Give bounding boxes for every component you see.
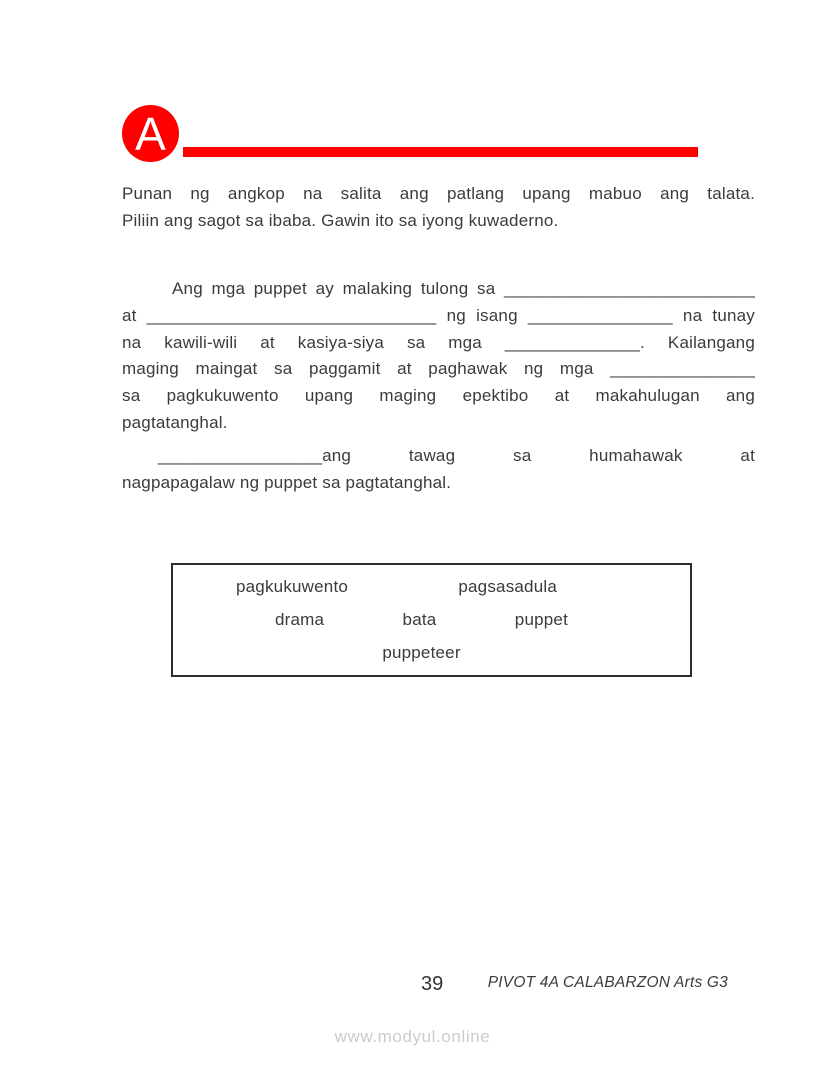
instructions [122,181,755,235]
word-bank-row [173,609,690,631]
paragraph-2-line-2: nagpapagalaw ng puppet sa pagtatanghal. [122,472,452,492]
instructions-line-1: Punan ng angkop na salita ang patlang upang mabuo ang talata. [122,184,755,203]
paragraph-1-line-4: maging maingat sa paggamit at paghawak ng mga _______________ [122,359,755,379]
word-bank-item: drama [275,610,325,629]
instructions-line-2: Piliin ang sagot sa ibaba. Gawin ito sa iyong kuwaderno. [122,210,559,230]
word-bank-row [173,576,690,598]
paragraph-1-line-2: at ______________________________ ng isang _______________ na tunay [122,305,755,325]
paragraph-1-line-3: na kawili-wili at kasiya-siya sa mga ______________. Kailangang [122,332,755,352]
word-bank-item: puppeteer [382,643,461,662]
word-bank-item: pagkukuwento [236,577,349,596]
paragraph-1-line-1: Ang mga puppet ay malaking tulong sa __________________________ [172,279,755,298]
paragraph-1-line-6: pagtatanghal. [122,412,228,432]
word-bank-box [171,563,692,677]
word-bank-item: bata [402,610,437,629]
watermark: www.modyul.online [334,1027,491,1046]
section-a-badge [122,105,179,162]
fill-in-paragraph-2 [122,443,755,497]
word-bank-row [173,642,690,664]
word-bank-item: pagsasadula [458,577,557,596]
section-header [122,105,702,165]
page-number: 39 [421,973,444,995]
paragraph-1-line-5: sa pagkukuwento upang maging epektibo at makahulugan ang [122,386,755,406]
fill-in-paragraph-1 [122,276,755,437]
word-bank-item: puppet [514,610,568,629]
module-label: PIVOT 4A CALABARZON Arts G3 [487,974,728,991]
section-divider-rule [183,147,698,157]
paragraph-2-line-1: _________________ang tawag sa humahawak at [158,446,755,465]
section-letter: A [135,108,166,160]
